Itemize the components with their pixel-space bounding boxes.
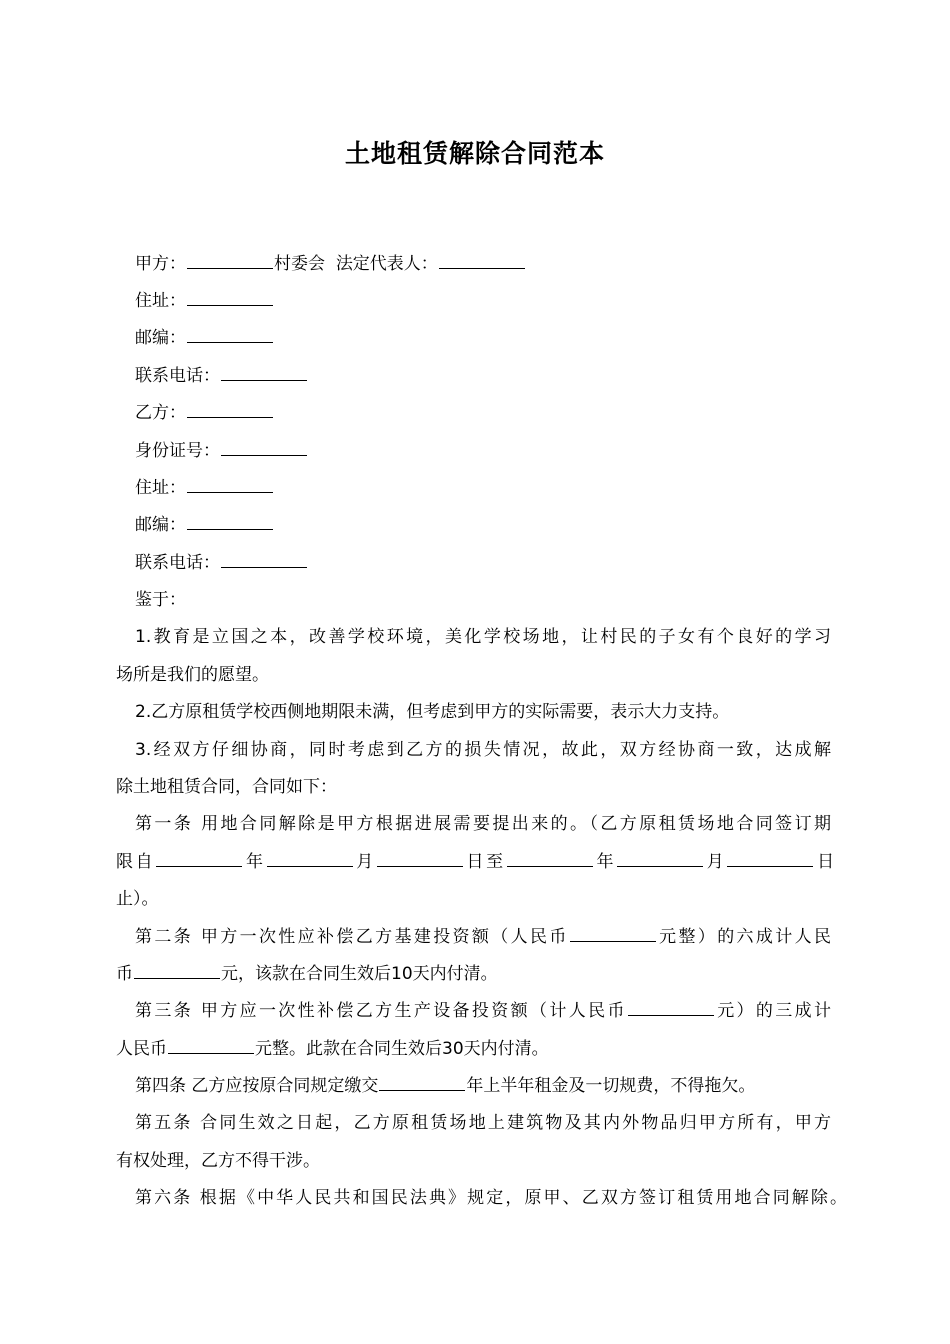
postcode-label: 邮编： (135, 328, 186, 348)
text: 年上半年租金及一切规费，不得拖欠。 (466, 1076, 756, 1096)
phone-label: 联系电话： (135, 366, 220, 386)
article-4 (135, 1074, 755, 1098)
article-1-line-1: 第一条 用地合同解除是甲方根据进展需要提出来的。（乙方原租赁场地合同签订期 (135, 814, 831, 834)
article-1-line-3: 止）。 (116, 889, 159, 909)
party-a-postcode-line (135, 326, 274, 350)
blank-field[interactable] (439, 252, 525, 269)
blank-field[interactable] (187, 326, 273, 343)
party-b-phone-line (135, 551, 308, 575)
blank-field[interactable] (727, 850, 813, 867)
blank-field[interactable] (187, 252, 273, 269)
party-b-postcode-line (135, 513, 274, 537)
party-a-label: 甲方： (135, 254, 186, 274)
text: 限自 (116, 852, 156, 872)
blank-field[interactable] (134, 962, 220, 979)
party-b-address-line (135, 476, 274, 500)
text: 年 (593, 852, 617, 872)
blank-field[interactable] (570, 925, 656, 942)
text: 第四条 乙方应按原合同规定缴交 (135, 1076, 379, 1096)
blank-field[interactable] (221, 364, 307, 381)
text: 月 (353, 852, 376, 872)
address-label: 住址： (135, 478, 186, 498)
article-1-line-2 (116, 850, 834, 874)
blank-field[interactable] (507, 850, 593, 867)
id-number-label: 身份证号： (135, 441, 220, 461)
postcode-label: 邮编： (135, 515, 186, 535)
blank-field[interactable] (379, 1074, 465, 1091)
blank-field[interactable] (221, 439, 307, 456)
text: 元）的三成计 (714, 1001, 832, 1021)
party-a-address-line (135, 289, 274, 313)
blank-field[interactable] (617, 850, 703, 867)
text: 元整）的六成计人民 (656, 927, 832, 947)
article-2-line-2 (116, 962, 498, 986)
party-a-suffix: 村委会 (274, 254, 325, 274)
phone-label: 联系电话： (135, 553, 220, 573)
article-5-line-1: 第五条 合同生效之日起，乙方原租赁场地上建筑物及其内外物品归甲方所有，甲方 (135, 1113, 831, 1133)
article-2-line-1 (135, 925, 831, 949)
text: 第三条 甲方应一次性补偿乙方生产设备投资额（计人民币 (135, 1001, 627, 1021)
text: 日 (814, 852, 835, 872)
blank-field[interactable] (187, 401, 273, 418)
recital-1-line-1: 1.教育是立国之本，改善学校环境，美化学校场地，让村民的子女有个良好的学习 (135, 627, 831, 647)
blank-field[interactable] (187, 513, 273, 530)
legal-rep-label: 法定代表人： (335, 254, 438, 274)
party-b-label: 乙方： (135, 403, 186, 423)
text: 月 (704, 852, 727, 872)
text: 年 (243, 852, 266, 872)
party-a-line (135, 252, 526, 276)
recital-3-line-1: 3.经双方仔细协商，同时考虑到乙方的损失情况，故此，双方经协商一致，达成解 (135, 740, 831, 760)
address-label: 住址： (135, 291, 186, 311)
blank-field[interactable] (187, 289, 273, 306)
recital-2: 2.乙方原租赁学校西侧地期限未满，但考虑到甲方的实际需要，表示大力支持。 (135, 702, 730, 722)
document-title: 土地租赁解除合同范本 (344, 139, 605, 168)
blank-field[interactable] (168, 1037, 254, 1054)
blank-field[interactable] (187, 476, 273, 493)
whereas-label: 鉴于： (135, 590, 186, 610)
article-3-line-1 (135, 999, 831, 1023)
blank-field[interactable] (377, 850, 463, 867)
party-a-phone-line (135, 364, 308, 388)
blank-field[interactable] (267, 850, 353, 867)
article-3-line-2 (116, 1037, 549, 1061)
recital-3-line-2: 除土地租赁合同，合同如下： (116, 777, 337, 797)
blank-field[interactable] (628, 999, 714, 1016)
text: 人民币 (116, 1039, 167, 1059)
article-5-line-2: 有权处理，乙方不得干涉。 (116, 1151, 320, 1171)
party-b-id-line (135, 439, 308, 463)
blank-field[interactable] (221, 551, 307, 568)
text: 元，该款在合同生效后10天内付清。 (221, 964, 498, 984)
blank-field[interactable] (156, 850, 242, 867)
party-b-line (135, 401, 274, 425)
text: 第二条 甲方一次性应补偿乙方基建投资额（人民币 (135, 927, 569, 947)
recital-1-line-2: 场所是我们的愿望。 (116, 665, 269, 685)
text: 币 (116, 964, 133, 984)
text: 日至 (463, 852, 506, 872)
text: 元整。此款在合同生效后30天内付清。 (255, 1039, 549, 1059)
article-6: 第六条 根据《中华人民共和国民法典》规定，原甲、乙双方签订租赁用地合同解除。 (135, 1188, 847, 1208)
